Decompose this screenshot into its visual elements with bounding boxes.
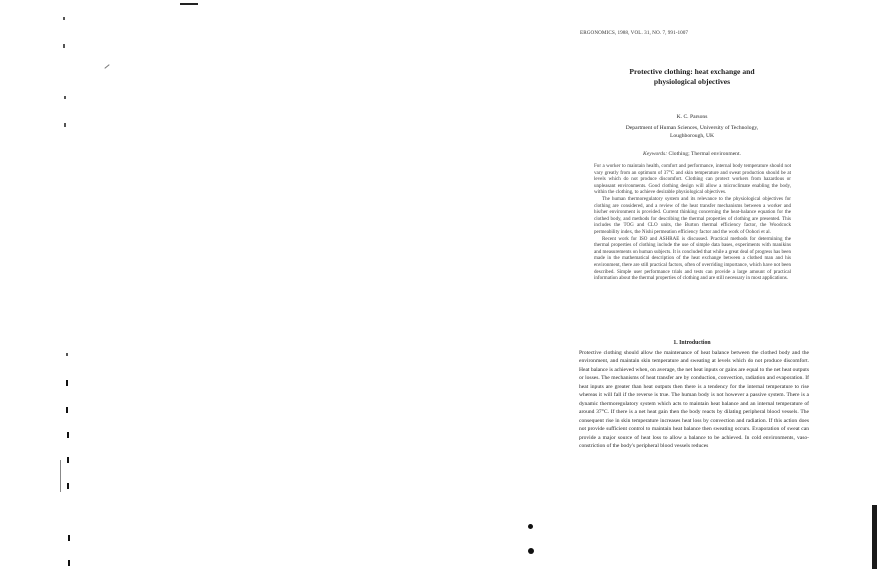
introduction-body bbox=[579, 349, 809, 450]
paper-keywords bbox=[575, 151, 809, 157]
intro-paragraph: Protective clothing should allow the maintenance of heat balance between the clothed body and the environment, and maintain skin temperature and sweating at levels which do not produce discomfort. Heat balance is achieved when, on average, the net heat inputs or gains are equal to the net heat outputs or losses. The mechanisms of heat transfer are by conduction, convection, radiation and evaporation. If heat inputs are greater than heat outputs then there is a tendency for the internal temperature to rise whereas it will fall if the reverse is true. The human body is not however a passive system. There is a dynamic thermoregulatory system which acts to maintain heat balance and an internal temperature of around 37°C. If there is a net heat gain then the body reacts by dilating peripheral blood vessels. The consequent rise in skin temperature increases heat loss by convection and radiation. If this action does not provide sufficient control to maintain heat balance then sweating occurs. Evaporation of sweat can provide a major source of heat loss to allow a balance to be achieved. In cold environments, vaso-constriction of the body's peripheral blood vessels reduces bbox=[579, 350, 809, 449]
paper-abstract bbox=[594, 163, 791, 282]
keywords-value: Clothing; Thermal environment. bbox=[668, 151, 741, 157]
scan-artifact-tick bbox=[64, 123, 66, 127]
affiliation-line: Department of Human Sciences, University of Technology, bbox=[625, 125, 759, 131]
scan-artifact-tick bbox=[66, 353, 68, 356]
paper-title-line: physiological objectives bbox=[653, 77, 731, 86]
section-heading: 1. Introduction bbox=[673, 340, 711, 346]
scan-artifact-tick bbox=[68, 535, 70, 541]
scan-artifact-tick bbox=[67, 457, 69, 463]
scan-artifact-dot bbox=[528, 524, 533, 529]
scan-artifact-tick bbox=[66, 407, 68, 413]
abstract-paragraph: The human thermoregulatory system and its relevance to the physiological objectives for clothing are considered, and a review of the heat transfer mechanisms between a worker and his/her environment is provided. Current thinking concerning the heat-balance equation for the clothed body, and methods for describing the thermal properties of clothing are presented. This includes the TOG and CLO units, the Burton thermal efficiency factor, the Woodcock permeability index, the Nishi permeation efficiency factor and the work of Oohori et al. bbox=[594, 195, 791, 235]
scan-artifact-dot bbox=[528, 548, 534, 554]
scan-artifact-tick bbox=[67, 432, 69, 438]
abstract-paragraph: For a worker to maintain health, comfort and performance, internal body temperature should not vary greatly from an optimum of 37°C and skin temperature and sweat production should be at levels which do not produce discomfort. Clothing can protect workers from hazardous or unpleasant environments. Good clothing design will allow a microclimate enabling the body, within the clothing, to achieve desirable physiological objectives. bbox=[594, 163, 791, 196]
scan-artifact-tick bbox=[67, 483, 69, 489]
scan-artifact-tick bbox=[66, 380, 68, 386]
scan-artifact-tick bbox=[63, 44, 65, 48]
paper-author: K. C. Parsons bbox=[676, 114, 708, 120]
abstract-paragraph: Recent work for ISO and ASHRAE is discussed. Practical methods for determining the thermal properties of clothing include the use of simple data bases, experiments with manikins and measurements on human subjects. It is concluded that while a great deal of progress has been made in the mathematical description of the heat exchange between a clothed man and his environment, there are still practical factors, often of overriding importance, which have not been described. Simple user performance trials and tests can provide a large amount of practical information about the thermal properties of clothing and are still necessary in most applications. bbox=[594, 235, 791, 282]
scan-artifact-tick bbox=[68, 560, 70, 566]
paper-title-line: Protective clothing: heat exchange and bbox=[629, 67, 755, 76]
affiliation-line: Loughborough, UK bbox=[669, 133, 715, 139]
paper-affiliation bbox=[575, 124, 809, 140]
scan-artifact-top-bar bbox=[180, 3, 198, 5]
keywords-label: Keywords: bbox=[643, 151, 668, 157]
scan-artifact-fold-line bbox=[60, 460, 61, 492]
journal-header: ERGONOMICS, 1988, VOL. 31, NO. 7, 991-1007 bbox=[580, 30, 689, 36]
scan-artifact-edge-bar bbox=[872, 505, 877, 569]
scan-artifact-tick bbox=[63, 17, 65, 20]
scan-artifact-tick bbox=[64, 96, 66, 99]
scan-artifact-mark bbox=[104, 64, 109, 69]
paper-title bbox=[575, 67, 809, 87]
